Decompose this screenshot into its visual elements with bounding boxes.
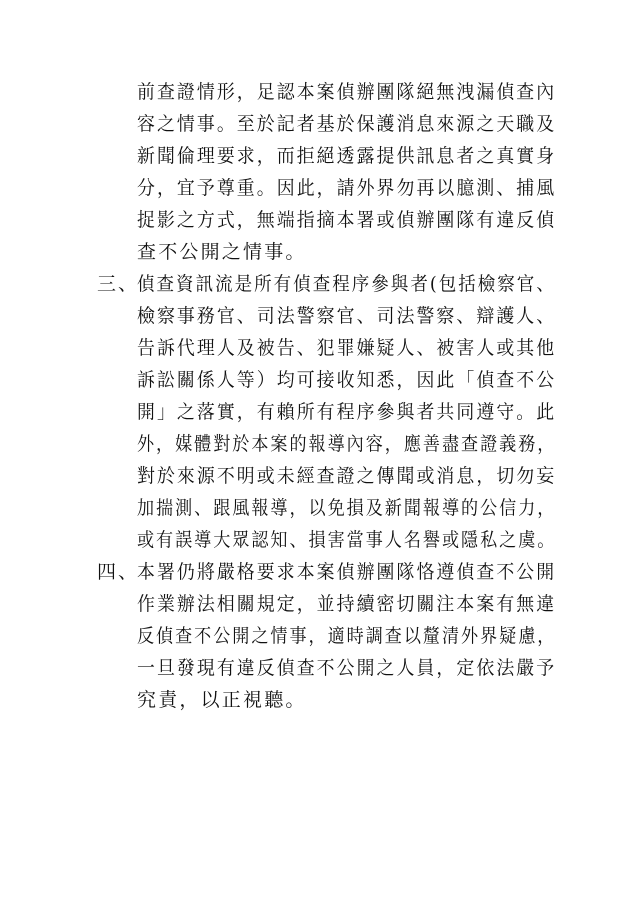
paragraph-line: 作業辦法相關規定，並持續密切關注本案有無違	[137, 593, 557, 615]
paragraph-line: 開」之落實，有賴所有程序參與者共同遵守。此	[137, 401, 557, 423]
paragraph-line: 外，媒體對於本案的報導內容，應善盡查證義務，	[137, 433, 557, 455]
item-four-marker: 四、	[97, 561, 140, 583]
paragraph-line: 訴訟關係人等）均可接收知悉，因此「偵查不公	[137, 369, 557, 391]
paragraph-line: 捉影之方式，無端指摘本署或偵辦團隊有違反偵	[137, 209, 557, 231]
paragraph-line: 一旦發現有違反偵查不公開之人員，定依法嚴予	[137, 657, 557, 679]
paragraph-line: 新聞倫理要求，而拒絕透露提供訊息者之真實身	[137, 145, 557, 167]
item-three-marker: 三、	[97, 273, 140, 295]
paragraph-line: 究責，以正視聽。	[137, 689, 307, 711]
paragraph-line: 反偵查不公開之情事，適時調查以釐清外界疑慮，	[137, 625, 557, 647]
paragraph-line: 檢察事務官、司法警察官、司法警察、辯護人、	[137, 305, 557, 327]
paragraph-line: 本署仍將嚴格要求本案偵辦團隊恪遵偵查不公開	[137, 561, 557, 583]
paragraph-line: 查不公開之情事。	[137, 241, 307, 263]
paragraph-line: 加揣測、跟風報導，以免損及新聞報導的公信力，	[137, 497, 557, 519]
paragraph-line: 對於來源不明或未經查證之傳聞或消息，切勿妄	[137, 465, 557, 487]
paragraph-line: 分，宜予尊重。因此，請外界勿再以臆測、捕風	[137, 177, 557, 199]
paragraph-line: 告訴代理人及被告、犯罪嫌疑人、被害人或其他	[137, 337, 557, 359]
paragraph-line: 偵查資訊流是所有偵查程序參與者(包括檢察官、	[137, 273, 556, 295]
paragraph-line: 容之情事。至於記者基於保護消息來源之天職及	[137, 113, 557, 135]
paragraph-line: 或有誤導大眾認知、損害當事人名譽或隱私之虞。	[137, 529, 557, 551]
paragraph-line: 前查證情形，足認本案偵辦團隊絕無洩漏偵查內	[137, 81, 557, 103]
